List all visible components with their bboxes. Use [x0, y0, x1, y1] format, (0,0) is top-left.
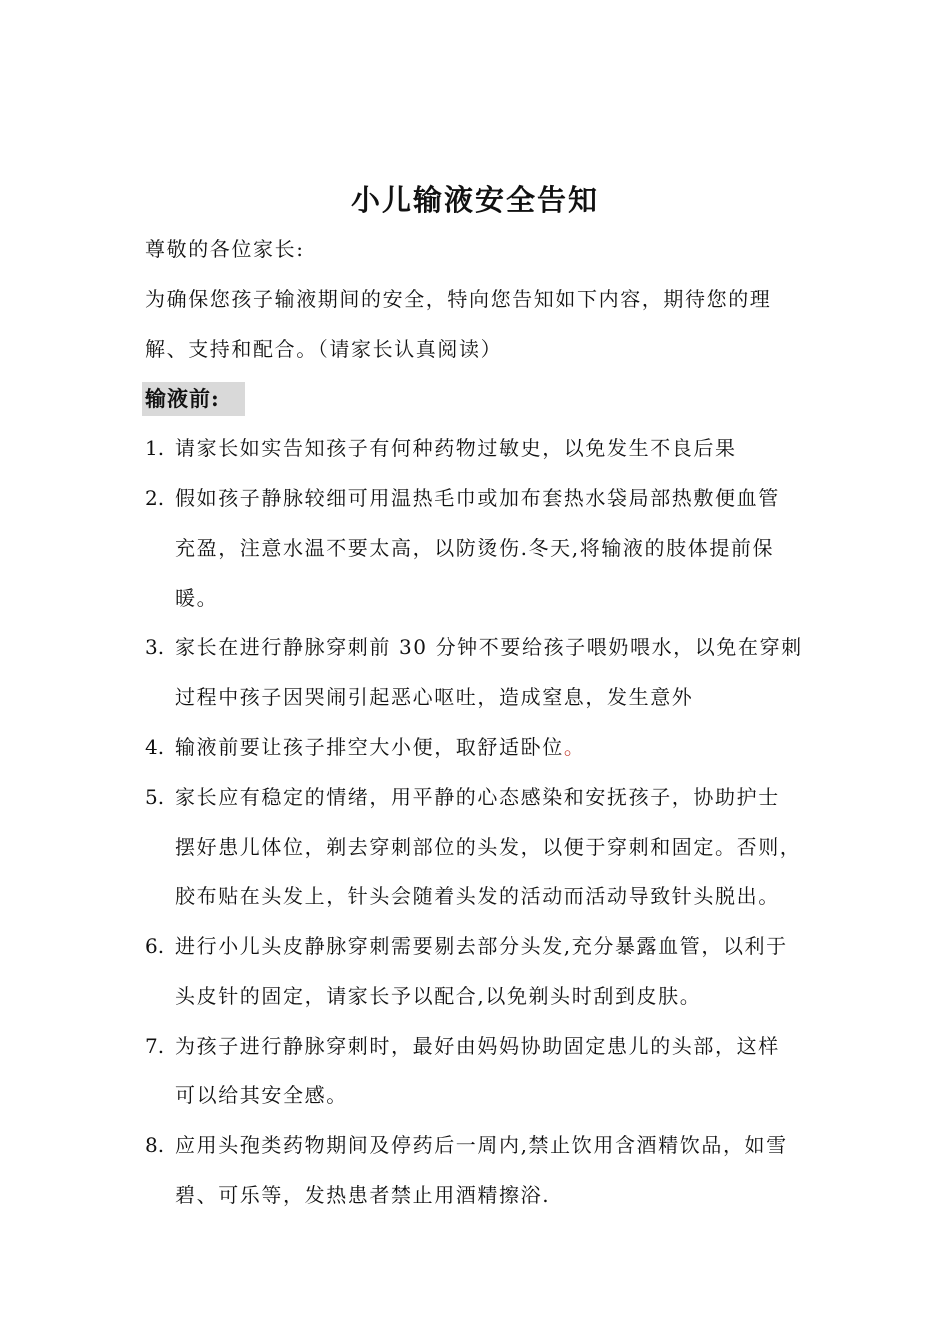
list-item-number: 7.	[145, 1034, 165, 1058]
list-item-text	[175, 732, 585, 762]
list-item-text: 进行小儿头皮静脉穿刺需要剔去部分头发,充分暴露血管，以利于	[175, 934, 788, 958]
document-title: 小儿输液安全告知	[350, 183, 599, 217]
list-item-trailing-mark: 。	[563, 735, 586, 759]
list-item-text: 过程中孩子因哭闹引起恶心呕吐，造成窒息，发生意外	[175, 685, 694, 709]
intro-line: 解、支持和配合。（请家长认真阅读）	[145, 337, 503, 361]
list-item-number: 2.	[145, 486, 165, 510]
list-item-text-body: 输液前要让孩子排空大小便，取舒适卧位	[175, 735, 564, 759]
list-item-number: 1.	[145, 436, 165, 460]
list-item-number: 6.	[145, 934, 165, 958]
list-item-number: 8.	[145, 1133, 165, 1157]
list-item-text: 摆好患儿体位，剃去穿刺部位的头发，以便于穿刺和固定。否则，	[175, 835, 802, 859]
list-item-text: 假如孩子静脉较细可用温热毛巾或加布套热水袋局部热敷便血管	[175, 486, 780, 510]
list-item-text: 家长应有稳定的情绪，用平静的心态感染和安抚孩子，协助护士	[175, 785, 780, 809]
list-item-text: 家长在进行静脉穿刺前 30 分钟不要给孩子喂奶喂水，以免在穿刺	[175, 635, 803, 659]
list-item-number: 4.	[145, 735, 165, 759]
list-item-number: 3.	[145, 635, 165, 659]
greeting: 尊敬的各位家长:	[145, 237, 305, 261]
list-item-text: 充盈，注意水温不要太高，以防烫伤.冬天,将输液的肢体提前保	[175, 536, 775, 560]
list-item-text: 暖。	[175, 586, 219, 610]
list-item-text: 胶布贴在头发上，针头会随着头发的活动而活动导致针头脱出。	[175, 884, 780, 908]
list-item-text: 应用头孢类药物期间及停药后一周内,禁止饮用含酒精饮品，如雪	[175, 1133, 788, 1157]
list-item-text: 可以给其安全感。	[175, 1083, 348, 1107]
section-heading: 输液前:	[145, 386, 220, 411]
list-item-text: 碧、可乐等，发热患者禁止用酒精擦浴.	[175, 1183, 551, 1207]
intro-line: 为确保您孩子输液期间的安全，特向您告知如下内容，期待您的理	[145, 287, 772, 311]
list-item-number: 5.	[145, 785, 165, 809]
list-item-text: 为孩子进行静脉穿刺时，最好由妈妈协助固定患儿的头部，这样	[175, 1034, 780, 1058]
list-item-text: 请家长如实告知孩子有何种药物过敏史，以免发生不良后果	[175, 436, 737, 460]
section-heading-highlight	[142, 382, 245, 416]
list-item-text: 头皮针的固定，请家长予以配合,以免剃头时刮到皮肤。	[175, 984, 702, 1008]
